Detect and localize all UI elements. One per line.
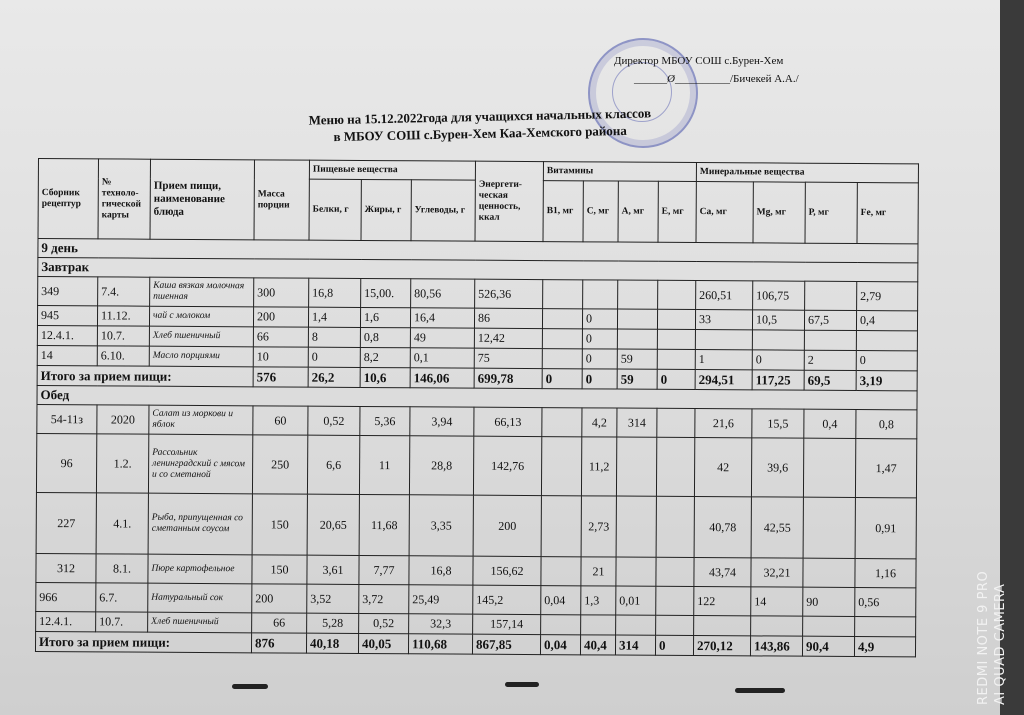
cell-card: 10.7. [96, 612, 148, 632]
cell-mass: 66 [253, 327, 308, 347]
cell-card: 2020 [97, 405, 149, 434]
total-b1: 0,04 [540, 635, 580, 655]
col-header-carbs: Углеводы, г [411, 180, 475, 241]
total-p: 69,5 [804, 370, 856, 390]
cell-card: 6.10. [97, 346, 149, 366]
total-e: 0 [657, 369, 695, 389]
cell-card: 8.1. [96, 554, 148, 583]
cell-a [616, 437, 656, 496]
cell-fat: 7,77 [359, 555, 409, 584]
cell-fe [855, 616, 916, 636]
cell-mass: 300 [254, 278, 309, 307]
col-header-mg: Mg, мг [753, 182, 805, 243]
cell-e [656, 496, 694, 557]
approval-name: ______Ø__________/Бичекей А.А./ [634, 73, 799, 85]
cell-mg [752, 330, 804, 350]
cell-collection: 12.4.1. [36, 611, 96, 631]
ink-mark [232, 684, 268, 689]
cell-b1 [542, 309, 582, 329]
cell-protein: 0 [308, 347, 360, 367]
cell-energy: 526,36 [475, 279, 543, 308]
total-ca: 270,12 [693, 636, 750, 656]
cell-fe: 0,91 [855, 497, 916, 558]
cell-dish: Натуральный сок [148, 583, 252, 613]
cell-dish: Рассольник ленинградский с мясом и со сметаной [148, 434, 252, 494]
total-mg: 117,25 [752, 370, 804, 390]
group-header-minerals: Минеральные вещества [696, 163, 918, 183]
day-label: 9 день [38, 239, 918, 263]
cell-mg: 39,6 [751, 438, 803, 497]
cell-e [657, 349, 695, 369]
cell-carbs: 32,3 [409, 614, 473, 634]
cell-carbs: 25,49 [409, 585, 473, 614]
cell-e [658, 280, 696, 309]
col-header-energy: Энергети-ческая ценность, ккал [475, 161, 543, 241]
cell-fe: 0,4 [856, 311, 917, 331]
col-header-b1: В1, мг [543, 181, 583, 242]
cell-a: 314 [617, 408, 657, 437]
camera-watermark-line2: AI QUAD CAMERA [993, 583, 1008, 705]
approval-position: Директор МБОУ СОШ с.Бурен-Хем [614, 55, 784, 67]
cell-b1 [541, 496, 581, 557]
total-protein: 40,18 [306, 633, 358, 653]
cell-protein: 0,52 [308, 406, 360, 435]
cell-carbs: 3,94 [410, 407, 474, 436]
total-label: Итого за прием пищи: [37, 365, 253, 386]
cell-p: 67,5 [804, 310, 856, 330]
lunch-total-row [35, 631, 915, 656]
cell-c [583, 280, 618, 309]
breakfast-label: Завтрак [38, 258, 918, 282]
cell-ca: 1 [695, 350, 752, 370]
cell-b1 [541, 615, 581, 635]
cell-a [617, 329, 657, 349]
cell-e [657, 408, 695, 437]
cell-mg: 10,5 [752, 310, 804, 330]
total-protein: 26,2 [308, 367, 360, 387]
cell-a [616, 496, 656, 557]
total-label: Итого за прием пищи: [35, 631, 251, 652]
cell-fat: 3,72 [359, 584, 409, 613]
total-carbs: 146,06 [410, 368, 474, 388]
cell-energy: 86 [474, 308, 542, 328]
cell-energy: 200 [473, 495, 541, 556]
cell-carbs: 28,8 [409, 436, 473, 495]
cell-dish: Рыба, припущенная со сметанным соусом [148, 493, 252, 555]
cell-dish: Хлеб пшеничный [148, 612, 252, 633]
cell-ca: 33 [695, 310, 752, 330]
total-fat: 40,05 [358, 633, 408, 653]
cell-collection: 54-11з [37, 404, 97, 433]
col-header-meal: Прием пищи, наименование блюда [150, 159, 254, 240]
cell-protein: 6,6 [307, 435, 359, 494]
cell-mass: 10 [253, 347, 308, 367]
cell-e [656, 557, 694, 586]
cell-protein: 8 [308, 327, 360, 347]
col-header-c: С, мг [583, 181, 618, 242]
cell-mass: 66 [252, 613, 307, 633]
cell-p [804, 330, 856, 350]
cell-c: 1,3 [581, 586, 616, 615]
total-e: 0 [655, 635, 693, 655]
cell-fe: 0 [856, 351, 917, 371]
menu-table [35, 158, 919, 657]
cell-dish: Пюре картофельное [148, 554, 252, 584]
cell-a [617, 309, 657, 329]
cell-a: 0,01 [616, 586, 656, 615]
signature-glyph: Ø [667, 73, 675, 85]
cell-mass: 60 [253, 406, 308, 435]
cell-ca: 122 [694, 587, 751, 616]
cell-collection: 312 [36, 553, 96, 582]
ink-mark [735, 688, 785, 693]
col-header-p: Р, мг [805, 182, 857, 243]
cell-p: 0,4 [804, 409, 856, 438]
cell-p [803, 497, 855, 558]
cell-card: 7.4. [98, 277, 150, 306]
cell-mg: 15,5 [752, 409, 804, 438]
cell-b1 [541, 557, 581, 586]
cell-dish: чай с молоком [149, 306, 253, 327]
cell-c: 4,2 [582, 408, 617, 437]
cell-c: 0 [582, 309, 617, 329]
cell-mass: 250 [252, 435, 307, 494]
cell-carbs: 49 [410, 328, 474, 348]
cell-p: 90 [803, 587, 855, 616]
cell-collection: 96 [36, 433, 96, 492]
cell-carbs: 16,8 [409, 556, 473, 585]
lunch-label: Обед [37, 385, 917, 409]
group-header-vitamins: Витамины [543, 162, 696, 182]
cell-fe: 2,79 [857, 282, 918, 311]
cell-fe: 1,16 [855, 558, 916, 587]
cell-energy: 157,14 [473, 614, 541, 634]
col-header-fat: Жиры, г [361, 179, 411, 240]
table-row [36, 433, 916, 497]
cell-e [656, 615, 694, 635]
menu-table-wrapper [35, 158, 918, 657]
cell-a [616, 557, 656, 586]
cell-ca: 40,78 [694, 497, 751, 558]
cell-mass: 150 [252, 494, 307, 555]
cell-e [656, 586, 694, 615]
col-header-ca: Са, мг [696, 182, 753, 243]
cell-fat: 1,6 [360, 307, 410, 327]
col-header-e: Е, мг [658, 181, 696, 242]
cell-protein: 3,52 [307, 584, 359, 613]
cell-collection: 227 [36, 492, 96, 553]
cell-fat: 5,36 [360, 406, 410, 435]
cell-ca: 43,74 [694, 558, 751, 587]
cell-c: 0 [582, 329, 617, 349]
total-energy: 699,78 [474, 368, 542, 388]
cell-ca [694, 616, 751, 636]
cell-mg: 106,75 [753, 281, 805, 310]
cell-c: 0 [582, 349, 617, 369]
cell-b1 [542, 329, 582, 349]
cell-fat: 11,68 [359, 494, 409, 555]
group-header-nutrients: Пищевые вещества [309, 160, 475, 180]
total-fe: 4,9 [854, 636, 915, 656]
cell-fat: 11 [359, 435, 409, 494]
cell-a [616, 615, 656, 635]
cell-a: 59 [617, 349, 657, 369]
total-a: 59 [617, 369, 657, 389]
cell-dish: Каша вязкая молочная пшенная [150, 277, 254, 307]
total-mass: 876 [251, 633, 306, 653]
total-fat: 10,6 [360, 367, 410, 387]
cell-energy: 12,42 [474, 328, 542, 348]
approval-block [614, 52, 834, 88]
cell-card: 4.1. [96, 493, 148, 554]
cell-p [803, 438, 855, 497]
cell-mg: 0 [752, 350, 804, 370]
cell-card: 11.12. [97, 306, 149, 326]
cell-fat: 0,52 [359, 613, 409, 633]
cell-protein: 20,65 [307, 494, 359, 555]
col-header-card: № техноло-гической карты [98, 159, 150, 239]
cell-fe: 0,8 [856, 410, 917, 439]
cell-energy: 142,76 [473, 436, 541, 495]
camera-watermark [975, 571, 1009, 705]
cell-a [618, 280, 658, 309]
cell-mg [751, 616, 803, 636]
cell-mg: 14 [751, 587, 803, 616]
cell-fe: 0,56 [855, 587, 916, 616]
cell-mg: 42,55 [751, 497, 803, 558]
cell-mass: 200 [253, 307, 308, 327]
cell-e [657, 329, 695, 349]
title-line-2: в МБОУ СОШ с.Бурен-Хем Каа-Хемского района [333, 122, 627, 145]
cell-energy: 145,2 [473, 585, 541, 614]
cell-collection: 945 [37, 306, 97, 326]
title-line-1: Меню на 15.12.2022года для учащихся начальных классов [308, 105, 652, 128]
cell-ca [695, 330, 752, 350]
header-row-groups [38, 159, 918, 183]
cell-carbs: 16,4 [410, 308, 474, 328]
camera-watermark-line1: REDMI NOTE 9 PRO [976, 570, 991, 705]
cell-dish: Хлеб пшеничный [149, 326, 253, 347]
cell-carbs: 80,56 [411, 279, 475, 308]
cell-collection: 14 [37, 345, 97, 365]
col-header-a: А, мг [618, 181, 658, 242]
cell-collection: 966 [36, 582, 96, 611]
total-c: 40,4 [580, 635, 615, 655]
cell-e [656, 437, 694, 496]
total-energy: 867,85 [472, 634, 540, 654]
total-mg: 143,86 [750, 636, 802, 656]
cell-e [657, 309, 695, 329]
col-header-mass: Масса порции [254, 160, 309, 240]
cell-c: 2,73 [581, 496, 616, 557]
cell-mg: 32,21 [751, 558, 803, 587]
cell-energy: 156,62 [473, 556, 541, 585]
cell-collection: 12.4.1. [37, 325, 97, 345]
cell-c [581, 615, 616, 635]
total-ca: 294,51 [695, 370, 752, 390]
cell-fat: 15,00. [361, 278, 411, 307]
cell-c: 11,2 [581, 437, 616, 496]
cell-protein: 3,61 [307, 555, 359, 584]
cell-carbs: 3,35 [409, 495, 473, 556]
cell-energy: 75 [474, 348, 542, 368]
total-fe: 3,19 [856, 371, 917, 391]
cell-fat: 8,2 [360, 347, 410, 367]
total-c: 0 [582, 369, 617, 389]
cell-p [803, 616, 855, 636]
total-carbs: 110,68 [408, 634, 472, 654]
director-name: /Бичекей А.А./ [729, 73, 799, 85]
cell-ca: 21,6 [695, 409, 752, 438]
total-b1: 0 [542, 369, 582, 389]
cell-b1: 0,04 [541, 586, 581, 615]
cell-protein: 1,4 [308, 307, 360, 327]
cell-mass: 150 [252, 555, 307, 584]
cell-protein: 16,8 [309, 278, 361, 307]
cell-b1 [542, 408, 582, 437]
cell-b1 [542, 349, 582, 369]
total-a: 314 [615, 635, 655, 655]
ink-mark [505, 682, 539, 687]
cell-card: 1.2. [96, 434, 148, 493]
table-row [36, 492, 916, 558]
cell-carbs: 0,1 [410, 348, 474, 368]
cell-fe: 1,47 [855, 439, 916, 498]
cell-ca: 260,51 [696, 281, 753, 310]
cell-b1 [543, 280, 583, 309]
cell-c: 21 [581, 557, 616, 586]
col-header-protein: Белки, г [309, 179, 361, 240]
cell-fat: 0,8 [360, 327, 410, 347]
cell-dish: Масло порциями [149, 346, 253, 367]
col-header-collection: Сборник рецептур [38, 159, 98, 239]
cell-dish: Салат из моркови и яблок [149, 405, 253, 435]
cell-p: 2 [804, 350, 856, 370]
cell-collection: 349 [38, 277, 98, 306]
cell-b1 [541, 437, 581, 496]
cell-p [805, 281, 857, 310]
cell-mass: 200 [252, 584, 307, 613]
cell-card: 10.7. [97, 326, 149, 346]
cell-fe [856, 331, 917, 351]
cell-ca: 42 [694, 438, 751, 497]
cell-card: 6.7. [96, 583, 148, 612]
cell-p [803, 558, 855, 587]
cell-energy: 66,13 [474, 407, 542, 436]
total-mass: 576 [253, 367, 308, 387]
col-header-fe: Fe, мг [857, 183, 918, 244]
total-p: 90,4 [802, 636, 854, 656]
cell-protein: 5,28 [307, 613, 359, 633]
